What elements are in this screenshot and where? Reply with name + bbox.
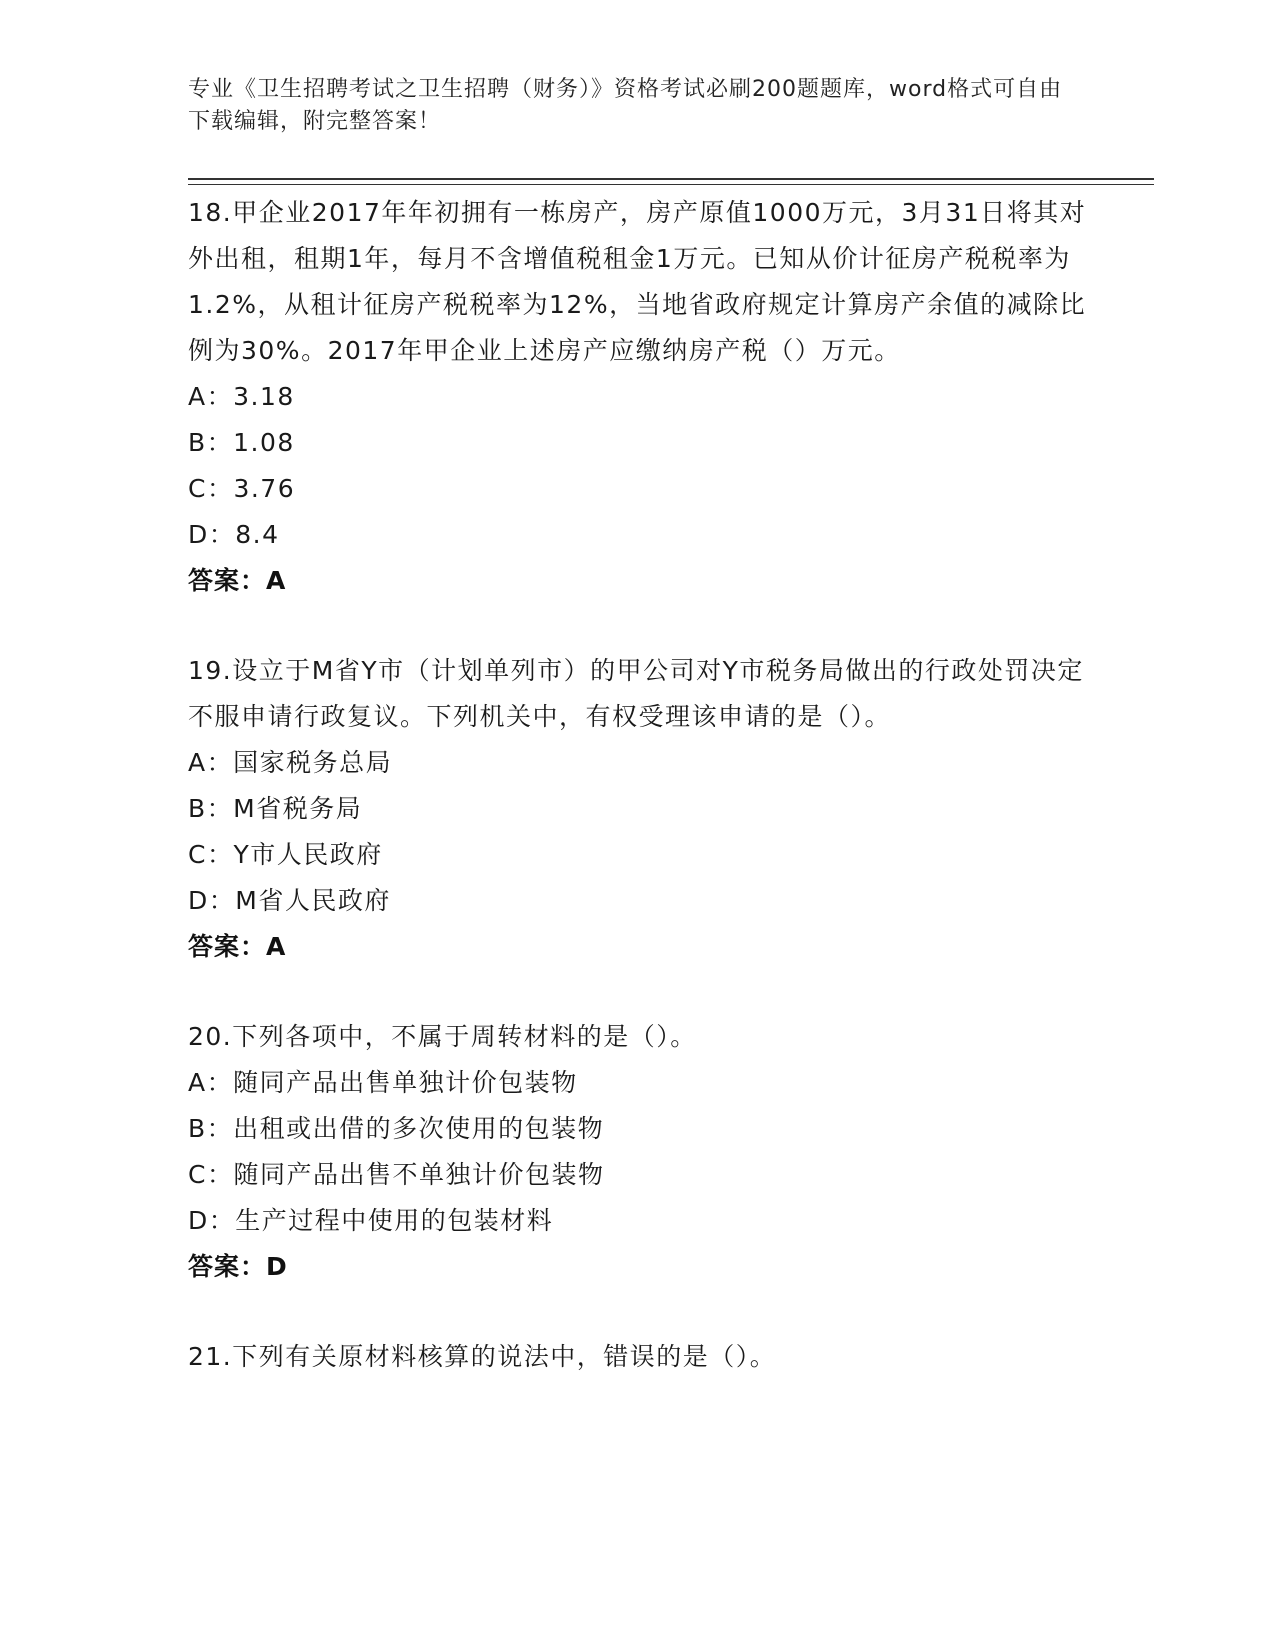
question-21: [188, 1334, 1088, 1380]
option-b: B：M省税务局: [188, 794, 363, 823]
option-a: A：3.18: [188, 382, 295, 411]
question-19: [188, 648, 1088, 970]
answer-line: 答案：D: [188, 1252, 288, 1281]
question-stem: 18.甲企业2017年年初拥有一栋房产，房产原值1000万元，3月31日将其对外出租，租期1年，每月不含增值税租金1万元。已知从价计征房产税税率为1.2%，从租计征房产税税率为12%，当地省政府规定计算房产余值的减除比例为30%。2017年甲企业上述房产应缴纳房产税（）万元。: [188, 198, 1087, 365]
document-header: 专业《卫生招聘考试之卫生招聘（财务）》资格考试必刷200题题库，word格式可自由下载编辑，附完整答案！: [188, 77, 1063, 134]
option-b: B：1.08: [188, 428, 295, 457]
option-a: A：国家税务总局: [188, 748, 393, 777]
question-stem: 20.下列各项中，不属于周转材料的是（）。: [188, 1022, 697, 1051]
option-c: C：3.76: [188, 474, 296, 503]
option-d: D：生产过程中使用的包装材料: [188, 1206, 554, 1235]
option-c: C：随同产品出售不单独计价包装物: [188, 1160, 605, 1189]
question-list: [188, 190, 1088, 1380]
question-stem: 21.下列有关原材料核算的说法中，错误的是（）。: [188, 1342, 777, 1371]
option-d: D：M省人民政府: [188, 886, 391, 915]
question-20: [188, 1014, 1088, 1290]
header-divider: [188, 178, 1154, 185]
option-b: B：出租或出借的多次使用的包装物: [188, 1114, 605, 1143]
answer-line: 答案：A: [188, 932, 287, 961]
question-18: [188, 190, 1088, 604]
question-stem: 19.设立于M省Y市（计划单列市）的甲公司对Y市税务局做出的行政处罚决定不服申请行政复议。下列机关中，有权受理该申请的是（）。: [188, 656, 1084, 731]
answer-line: 答案：A: [188, 566, 287, 595]
option-c: C：Y市人民政府: [188, 840, 383, 869]
option-d: D：8.4: [188, 520, 280, 549]
option-a: A：随同产品出售单独计价包装物: [188, 1068, 578, 1097]
